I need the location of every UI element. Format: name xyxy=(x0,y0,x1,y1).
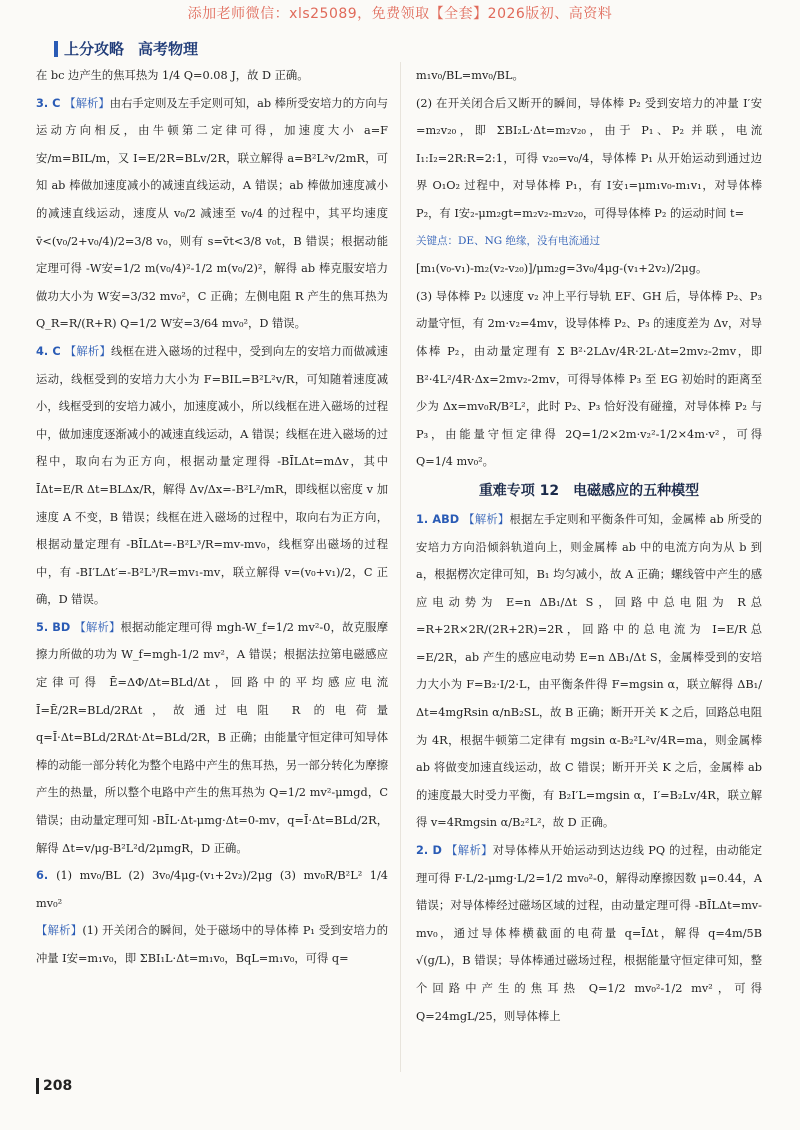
key-point-note: 关键点：DE、NG 绝缘，没有电流通过 xyxy=(416,234,600,247)
answer-item xyxy=(416,506,762,837)
answer-body: 由右手定则及左手定则可知，ab 棒所受安培力的方向与运动方向相反，由牛顿第二定律可得，加速度大小 a=F安/m=BIL/m，又 I=E/2R=BLv/2R，联立解得 a=B²L²v/2mR，可知 ab 棒做加速度减小的减速直线运动，A 错误；ab 棒做加速度减小的减速直线运动，速度从 v₀/2 减速至 v₀/4 的过程中，其平均速度 v̄<(v₀/2+v₀/4)/2=3/8 v₀，则有 s=v̄t<3/8 v₀t，B 错误；根据动能定理可得 -W安=1/2 m(v₀/4)²-1/2 m(v₀/2)²，解得 ab 棒克服安培力做功大小为 W安=3/32 mv₀²，C 正确；左侧电阻 R 产生的焦耳热为 Q_R=R/(R+R) Q=1/2 W安=3/64 mv₀²，D 错误。 xyxy=(36,96,388,331)
question-number: 2. D xyxy=(416,844,447,858)
page-header xyxy=(54,38,198,59)
analysis-tag: 【解析】 xyxy=(36,924,83,938)
answer-body: 根据动能定理可得 mgh-W_f=1/2 mv²-0，故克服摩擦力所做的功为 W_f=mgh-1/2 mv²，A 错误；根据法拉第电磁感应定律可得 Ē=ΔΦ/Δt=BLd/Δt，回路中的平均感应电流 Ī=Ē/2R=BLd/2RΔt，故通过电阻 R 的电荷量 q=Ī·Δt=BLd/2RΔt·Δt=BLd/2R，B 正确；由能量守恒定律可知导体棒的动能一部分转化为整个电路中产生的焦耳热，另一部分转化为摩擦产生的热量，所以整个电路中产生的焦耳热为 Q=1/2 mv²-μmgd，C 错误；由动量定理可知 -BĪL·Δt-μmg·Δt=0-mv，q=Ī·Δt=BLd/2R，解得 Δt=v/μg-B²L²d/2μmgR，D 正确。 xyxy=(36,620,388,855)
column-divider xyxy=(400,62,401,1072)
question-number: 5. BD xyxy=(36,620,75,634)
page-number: 208 xyxy=(36,1078,72,1094)
analysis-tag: 【解析】 xyxy=(64,96,110,110)
answer-body: (1) 开关闭合的瞬间，处于磁场中的导体棒 P₁ 受到安培力的冲量 I安=m₁v₀，即 ΣBI₁L·Δt=m₁v₀，BqL=m₁v₀，可得 q= xyxy=(36,924,388,965)
top-watermark: 添加老师微信：xls25089，免费领取【全套】2026版初、高资料 xyxy=(187,6,613,22)
answer-text xyxy=(416,62,762,90)
answer-item xyxy=(36,614,388,862)
header-subtitle: 高考物理 xyxy=(138,40,199,58)
answer-body: 在 bc 边产生的焦耳热为 1/4 Q=0.08 J，故 D 正确。 xyxy=(36,69,309,82)
answer-body: 对导体棒从开始运动到达边线 PQ 的过程，由动能定理可得 F·L/2-μmg·L/2=1/2 mv₀²-0，解得动摩擦因数 μ=0.44，A 错误；对导体棒经过磁场区域的过程，由动量定理可得 -BĪLΔt=mv-mv₀，通过导体棒横截面的电荷量 q=ĪΔt，解得 q=4m/5B √(g/L)，B 错误；导体棒通过磁场过程，根据能量守恒定律可知，整个回路中产生的焦耳热 Q=1/2 mv₀²-1/2 mv²，可得 Q=24mgL/25，则导体棒上 xyxy=(416,844,762,1023)
answer-item xyxy=(36,338,388,614)
answer-body: 线框在进入磁场的过程中，受到向左的安培力而做减速运动，线框受到的安培力大小为 F=BIL=B²L²v/R，可知随着速度减小，线框受到的安培力减小，加速度减小，所以线框在进入磁场的过程中，做加速度逐渐减小的减速直线运动，A 错误；线框在进入磁场的过程中，取向右为正方向，根据动量定理得 -BĪLΔt=mΔv，其中 ĪΔt=E/R Δt=BLΔx/R，解得 Δv/Δx=-B²L²/mR，即线框以密度 v 加速度 A 不变，B 错误；线框在进入磁场的过程中，取向右为正方向，根据动量定理有 -BĪLΔt=-B²L³/R=mv-mv₀，线框穿出磁场的过程中，有 -BI′LΔt′=-B²L³/R=mv₁-mv，联立解得 v=(v₀+v₁)/2，C 正确，D 错误。 xyxy=(36,344,388,607)
analysis-tag: 【解析】 xyxy=(446,844,493,858)
answer-body: (3) 导体棒 P₂ 以速度 v₂ 冲上平行导轨 EF、GH 后，导体棒 P₂、P₃ 动量守恒，有 2m·v₂=4mv，设导体棒 P₂、P₃ 的速度差为 Δv，对导体棒 P₂，由动量定理有 Σ B²·2LΔv/4R·2L·Δt=2mv₂-2mv，即 B²·4L²/4R·Δx=2mv₂-2mv，可得导体棒 P₃ 至 EG 初始时的距离至少为 Δx=mv₀R/B²L²，此时 P₂、P₃ 恰好没有碰撞，对导体棒 P₂ 与 P₃，由能量守恒定律得 2Q=1/2×2m·v₂²-1/2×4m·v²，可得 Q=1/4 mv₀²。 xyxy=(416,289,762,469)
answer-body: 根据左手定则和平衡条件可知，金属棒 ab 所受的安培力方向沿倾斜轨道向上，则金属棒 ab 中的电流方向为从 b 到 a，根据楞次定律可知，B₁ 均匀减小，故 A 正确；螺线管中产生的感应电动势为 E=n ΔB₁/Δt S，回路中总电阻为 R总=R+2R×2R/(2R+2R)=2R，回路中的总电流为 I=E/R总=E/2R，ab 产生的感应电动势 E=n ΔB₁/Δt S，金属棒受到的安培力大小为 F=B₂·I/2·L，由平衡条件得 F=mgsin α，联立解得 ΔB₁/Δt=4mgRsin α/nB₂SL，故 B 正确；断开开关 K 之后，回路总电阻为 4R，根据牛顿第二定律有 mgsin α-B₂²L²v/4R=ma，则金属棒 ab 将做变加速直线运动，故 C 错误；断开开关 K 之后，金属棒 ab 的速度最大时受力平衡，有 B₂I′L=mgsin α，I′=B₂Lv/4R，联立解得 v=4Rmgsin α/B₂²L²，故 D 正确。 xyxy=(416,512,762,830)
answer-text xyxy=(36,62,388,90)
answer-body: m₁v₀/BL=mv₀/BL。 xyxy=(416,69,524,82)
analysis-tag: 【解析】 xyxy=(463,512,510,526)
answer-item xyxy=(36,917,388,972)
answer-body: (1) mv₀/BL (2) 3v₀/4μg-(v₁+2v₂)/2μg (3) mv₀R/B²L² 1/4 mv₀² xyxy=(36,869,388,910)
answer-item xyxy=(36,90,388,338)
question-number: 4. C xyxy=(36,344,65,358)
section-title: 重难专项 12 电磁感应的五种模型 xyxy=(478,482,700,499)
answer-text xyxy=(416,255,762,283)
question-number: 3. C xyxy=(36,96,65,110)
question-number: 6. xyxy=(36,869,57,883)
left-column xyxy=(36,62,388,1072)
header-title: 上分攻略 xyxy=(64,40,125,58)
answer-body: [m₁(v₀-v₁)-m₂(v₂-v₂₀)]/μm₂g=3v₀/4μg-(v₁+2v₂)/2μg。 xyxy=(416,262,708,276)
question-number: 1. ABD xyxy=(416,512,464,526)
answer-text xyxy=(416,90,762,228)
answer-body: (2) 在开关闭合后又断开的瞬间，导体棒 P₂ 受到安培力的冲量 I′安=m₂v₂₀，即 ΣBI₂L·Δt=m₂v₂₀，由于 P₁、P₂ 并联，电流 I₁:I₂=2R:R=2:1，可得 v₂₀=v₀/4，导体棒 P₁ 从开始运动到通过边界 O₁O₂ 过程中，对导体棒 P₁，有 I安₁=μm₁v₀-m₁v₁，对导体棒 P₂，有 I安₂-μm₂gt=m₂v₂-m₂v₂₀，可得导体棒 P₂ 的运动时间 t= xyxy=(416,96,762,220)
answer-item xyxy=(36,862,388,917)
header-bar xyxy=(54,41,58,57)
analysis-tag: 【解析】 xyxy=(64,344,112,358)
answer-text xyxy=(416,283,762,476)
analysis-tag: 【解析】 xyxy=(74,620,121,634)
answer-item xyxy=(416,837,762,1030)
right-column xyxy=(416,62,762,1072)
